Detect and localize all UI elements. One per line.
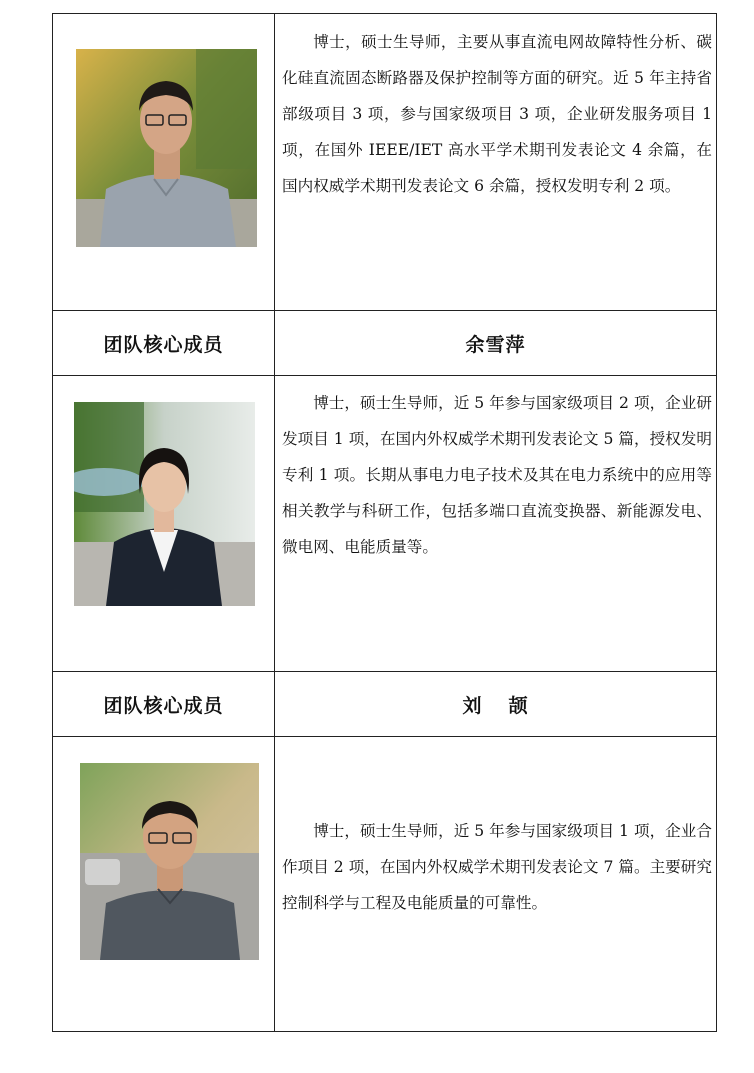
member-role-2: 团队核心成员 [103,333,224,356]
member-bio-2: 博士，硕士生导师，近 5 年参与国家级项目 2 项，企业研发项目 1 项，在国内外权威学术期刊发表论文 5 篇，授权发明专利 1 项。长期从事电力电子技术及其在电力系统中的应用等相关教学与科研工作，包括多端口直流变换器、新能源发电、微电网、电能质量等。 [282,394,712,556]
member-table [52,13,717,1032]
member-role-3: 团队核心成员 [103,694,224,717]
member-photo-3 [80,763,259,960]
member-bio-3: 博士，硕士生导师，近 5 年参与国家级项目 1 项，企业合作项目 2 项，在国内外权威学术期刊发表论文 7 篇。主要研究控制科学与工程及电能质量的可靠性。 [282,822,712,912]
member-name-3: 刘 颉 [462,694,529,717]
member-photo-2 [74,402,255,606]
row-divider [53,375,716,376]
row-divider [53,736,716,737]
column-divider [274,14,275,1031]
member-name-2: 余雪萍 [465,333,526,356]
member-bio-1: 博士，硕士生导师，主要从事直流电网故障特性分析、碳化硅直流固态断路器及保护控制等方面的研究。近 5 年主持省部级项目 3 项，参与国家级项目 3 项，企业研发服务项目 1 项，在国外 IEEE/IET 高水平学术期刊发表论文 4 余篇，在国内权威学术期刊发表论文 6 余篇，授权发明专利 2 项。 [282,33,712,195]
member-photo-1 [76,49,257,247]
